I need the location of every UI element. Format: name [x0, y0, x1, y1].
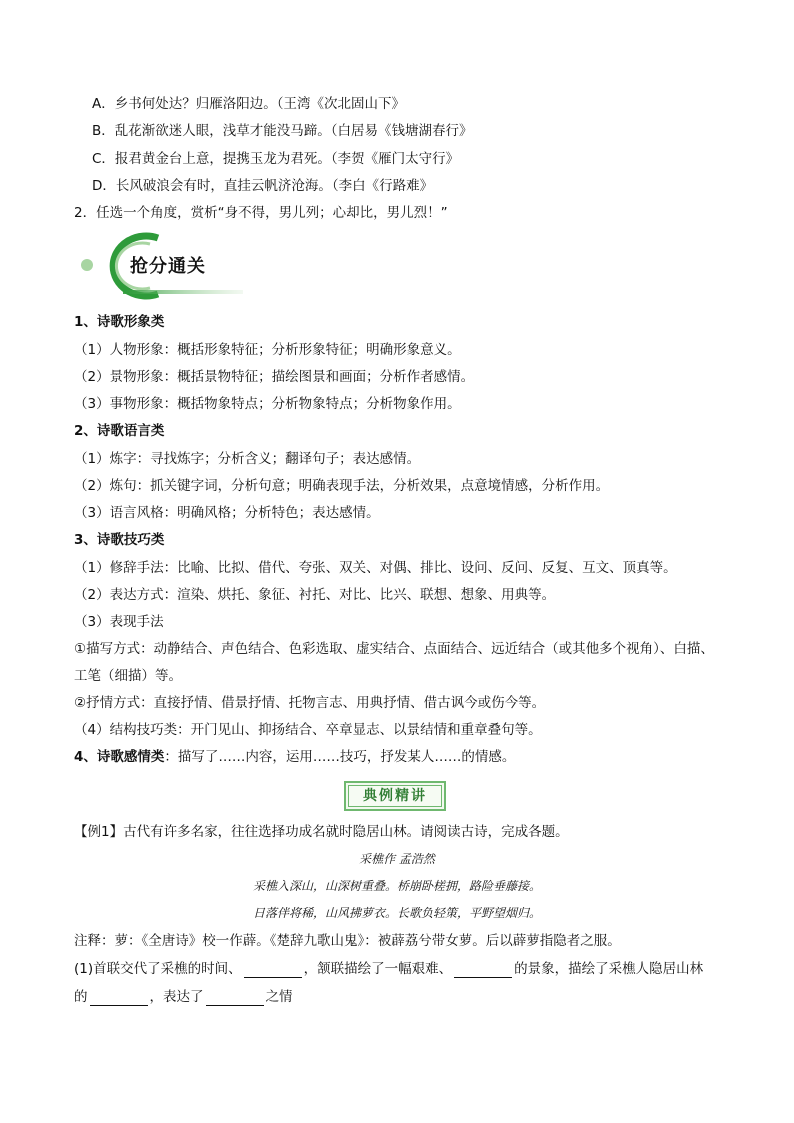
section-1-item-1: （1）人物形象：概括形象特征；分析形象特征；明确形象意义。 — [74, 342, 461, 358]
section-3-description-methods: ①描写方式：动静结合、声色结合、色彩选取、虚实结合、点面结合、远近结合（或其他多个视角）、白描、 — [74, 641, 714, 657]
example-intro: 【例1】古代有许多名家，往往选择功成名就时隐居山林。请阅读古诗，完成各题。 — [74, 824, 569, 840]
section-3-item-2: （2）表达方式：渲染、烘托、象征、衬托、对比、比兴、联想、想象、用典等。 — [74, 587, 556, 603]
section-4-heading: 4、诗歌感情类 — [74, 749, 165, 765]
answer-blank[interactable] — [244, 963, 302, 978]
example-tag — [344, 781, 446, 811]
question-1-text: 的景象，描绘了采樵人隐居山林 — [514, 961, 704, 977]
option-c: C．报君黄金台上意，提携玉龙为君死。（李贺《雁门太守行》 — [92, 151, 460, 167]
question-2: 2．任选一个角度，赏析“身不得，男儿列；心却比，男儿烈！” — [74, 205, 448, 221]
question-1-line-2 — [74, 988, 293, 1006]
section-4-body: ：描写了……内容，运用……技巧，抒发某人……的情感。 — [164, 749, 516, 765]
answer-blank[interactable] — [90, 991, 148, 1006]
poem-title: 采樵作 孟浩然 — [359, 852, 435, 866]
question-1-text: 的 — [74, 989, 88, 1005]
answer-blank[interactable] — [206, 991, 264, 1006]
option-b: B．乱花渐欲迷人眼，浅草才能没马蹄。（白居易《钱塘湖春行》 — [92, 123, 473, 139]
section-4-line — [74, 748, 515, 766]
section-1-heading: 1、诗歌形象类 — [74, 314, 165, 330]
question-1-line-1 — [74, 960, 703, 978]
section-3-heading: 3、诗歌技巧类 — [74, 532, 165, 548]
section-2-item-1: （1）炼字：寻找炼字；分析含义；翻译句子；表达感情。 — [74, 451, 421, 467]
question-1-text: ，表达了 — [149, 989, 204, 1005]
section-banner — [78, 228, 248, 300]
option-a: A．乡书何处达？归雁洛阳边。（王湾《次北固山下》 — [92, 96, 405, 112]
section-3-lyric-methods: ②抒情方式：直接抒情、借景抒情、托物言志、用典抒情、借古讽今或伤今等。 — [74, 695, 546, 711]
section-3-item-3: （3）表现手法 — [74, 614, 164, 630]
section-1-item-2: （2）景物形象：概括景物特征；描绘图景和画面；分析作者感情。 — [74, 369, 475, 385]
banner-title: 抢分通关 — [130, 256, 206, 277]
poem-line-1: 采樵入深山，山深树重叠。桥崩卧槎拥，路险垂藤接。 — [252, 879, 541, 893]
example-tag-label: 典例精讲 — [348, 785, 442, 807]
section-2-item-2: （2）炼句：抓关键字词，分析句意；明确表现手法，分析效果，点意境情感，分析作用。 — [74, 478, 610, 494]
section-1-item-3: （3）事物形象：概括物象特点；分析物象特点；分析物象作用。 — [74, 396, 461, 412]
section-3-description-methods-cont: 工笔（细描）等。 — [74, 668, 182, 684]
answer-blank[interactable] — [454, 963, 512, 978]
section-2-item-3: （3）语言风格：明确风格；分析特色；表达感情。 — [74, 505, 380, 521]
question-1-text: ，颔联描绘了一幅艰难、 — [303, 961, 453, 977]
option-d: D．长风破浪会有时，直挂云帆济沧海。（李白《行路难》 — [92, 178, 434, 194]
section-3-item-4: （4）结构技巧类：开门见山、抑扬结合、卒章显志、以景结情和重章叠句等。 — [74, 722, 542, 738]
question-1-text: (1)首联交代了采樵的时间、 — [74, 961, 242, 977]
poem-line-2: 日落伴将稀，山风拂萝衣。长歌负轻策，平野望烟归。 — [252, 906, 541, 920]
section-3-item-1: （1）修辞手法：比喻、比拟、借代、夸张、双关、对偶、排比、设问、反问、反复、互文、顶真等。 — [74, 560, 677, 576]
question-1-text: 之情 — [265, 989, 293, 1005]
section-2-heading: 2、诗歌语言类 — [74, 423, 165, 439]
poem-note: 注释：萝：《全唐诗》校一作薜。《楚辞九歌山鬼》：被薜荔兮带女萝。后以薜萝指隐者之服。 — [74, 933, 621, 949]
